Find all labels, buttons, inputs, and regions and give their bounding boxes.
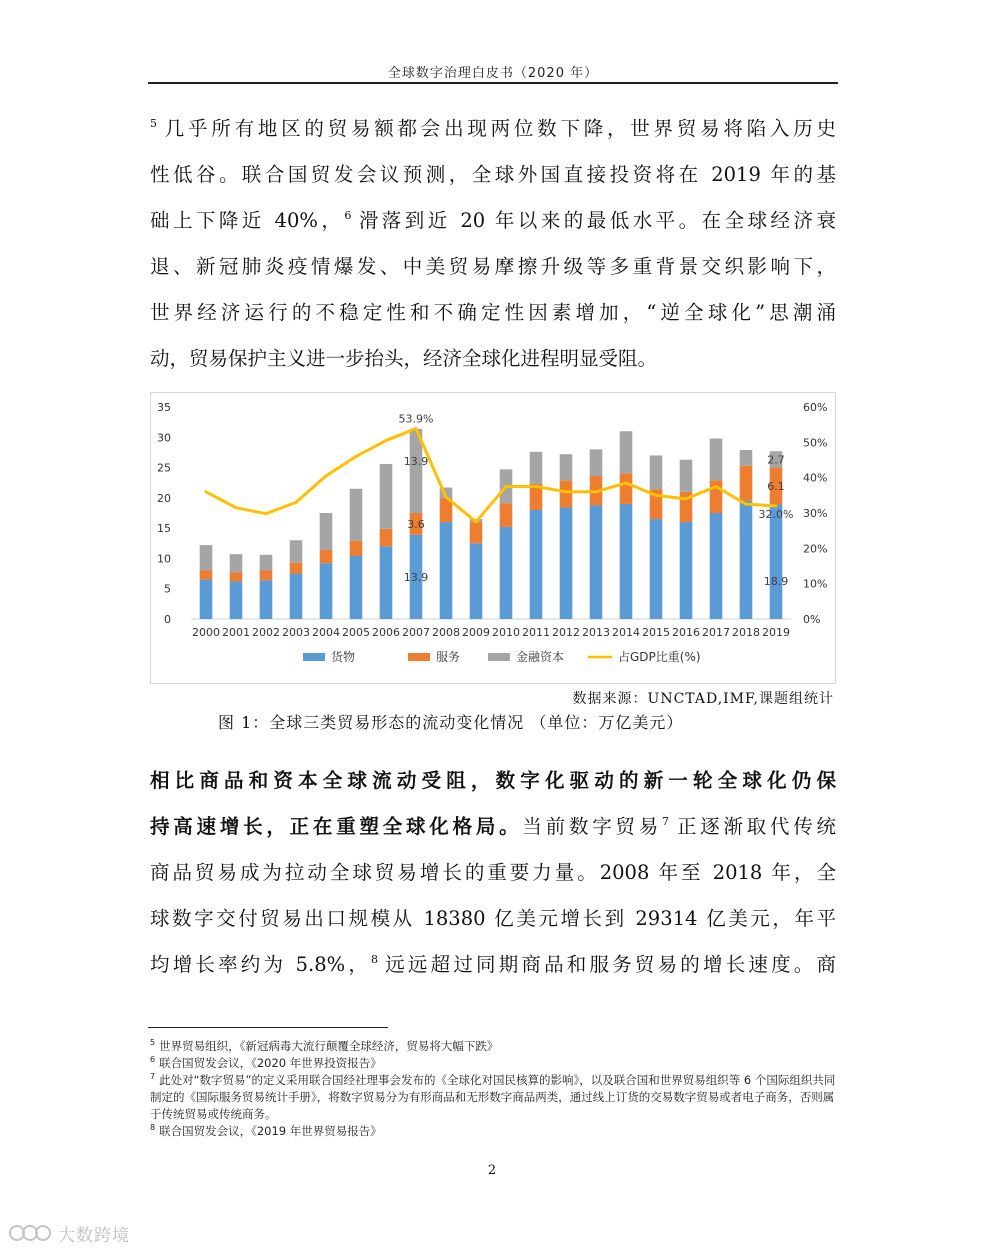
trade-chart (150, 392, 836, 684)
gdp-share-point-2018 (745, 503, 748, 506)
bar-货物-2003 (290, 574, 303, 619)
y-right-tick-label: 20% (803, 542, 828, 556)
bar-金融资本-2017 (710, 438, 723, 480)
gdp-share-point-2008 (445, 496, 448, 499)
footnote-7 (150, 1072, 836, 1123)
legend-label-3: 占GDP比重(%) (618, 650, 701, 664)
gdp-share-point-2007 (415, 427, 418, 430)
bar-货物-2010 (500, 527, 513, 619)
footnote-ref-6: 6 (344, 209, 352, 222)
bar-金融资本-2013 (590, 449, 603, 476)
para1-line-2: 性低谷。联合国贸发会议预测，全球外国直接投资将在 2019 年的基 (150, 163, 836, 186)
footnote-6 (150, 1055, 836, 1072)
header-rule (148, 82, 838, 84)
paragraph-1 (150, 106, 836, 382)
bar-金融资本-2002 (260, 555, 273, 571)
bar-货物-2000 (200, 580, 213, 619)
gdp-share-point-2017 (715, 485, 718, 488)
gdp-share-point-2013 (595, 490, 598, 493)
bar-金融资本-2003 (290, 540, 303, 562)
label-goods-2019: 18.9 (763, 575, 789, 589)
y-left-tick-label: 20 (157, 491, 171, 505)
y-left-tick-label: 10 (157, 552, 171, 566)
para1-line-4: 退、新冠肺炎疫情爆发、中美贸易摩擦升级等多重背景交织影响下， (150, 255, 836, 278)
para2-line-1: 相比商品和资本全球流动受阻，数字化驱动的新一轮全球化仍保 (150, 769, 836, 792)
bar-货物-2009 (470, 543, 483, 619)
bar-服务-2018 (740, 466, 753, 501)
legend-swatch-金融资本 (488, 653, 510, 661)
bar-服务-2006 (380, 529, 393, 547)
label-finance-2019: 2.7 (767, 453, 785, 467)
figure-caption: 图 1：全球三类贸易形态的流动变化情况 （单位：万亿美元） (218, 713, 684, 732)
legend-swatch-货物 (303, 653, 325, 661)
gdp-share-point-2010 (505, 485, 508, 488)
gdp-share-point-2000 (205, 490, 208, 493)
x-tick-label: 2008 (432, 626, 460, 639)
gdp-share-point-2005 (355, 455, 358, 458)
footnote-8-text: 联合国贸发会议，《2019 年世界贸易报告》 (159, 1124, 382, 1138)
x-tick-label: 2005 (342, 626, 370, 639)
bar-服务-2010 (500, 503, 513, 527)
x-tick-label: 2000 (192, 626, 220, 639)
x-tick-label: 2004 (312, 626, 340, 639)
x-tick-label: 2015 (642, 626, 670, 639)
bar-货物-2014 (620, 504, 633, 619)
gdp-share-point-2002 (265, 512, 268, 515)
bar-货物-2008 (440, 522, 453, 619)
para2-line-2 (150, 804, 836, 850)
bar-金融资本-2016 (680, 460, 693, 492)
y-right-tick-label: 60% (803, 401, 828, 414)
paragraph-2 (150, 758, 836, 988)
bar-服务-2003 (290, 563, 303, 574)
y-left-tick-label: 30 (157, 431, 171, 445)
x-tick-label: 2001 (222, 626, 250, 639)
bar-货物-2013 (590, 505, 603, 619)
x-tick-label: 2018 (732, 626, 760, 639)
y-left-tick-label: 15 (157, 522, 171, 536)
label-goods-2007: 13.9 (403, 570, 429, 584)
footnote-ref-5: 5 (150, 117, 157, 130)
bar-金融资本-2006 (380, 464, 393, 529)
y-right-tick-label: 0% (803, 613, 821, 626)
bar-金融资本-2005 (350, 489, 363, 541)
bar-货物-2005 (350, 556, 363, 619)
bar-金融资本-2012 (560, 454, 573, 480)
bar-金融资本-2011 (530, 452, 543, 484)
bar-货物-2006 (380, 546, 393, 619)
figure-source: 数据来源：UNCTAD,IMF,课题组统计 (572, 691, 834, 707)
bar-货物-2002 (260, 580, 273, 619)
watermark (8, 1218, 130, 1248)
footnote-8 (150, 1123, 836, 1140)
para2-line-2-bold: 持高速增长，正在重塑全球化格局。 (150, 815, 523, 838)
x-tick-label: 2017 (702, 626, 730, 639)
gdp-share-point-2012 (565, 490, 568, 493)
para1-line-6: 动，贸易保护主义进一步抬头，经济全球化进程明显受阻。 (150, 347, 658, 370)
watermark-logo-icon (8, 1220, 52, 1246)
label-services-2007: 3.6 (407, 517, 425, 531)
label-percent-2019: 32.0% (758, 507, 794, 521)
para2-line-4: 球数字交付贸易出口规模从 18380 亿美元增长到 29314 亿美元，年平 (150, 907, 836, 930)
bar-货物-2012 (560, 508, 573, 619)
header-title: 全球数字治理白皮书（2020 年） (387, 66, 599, 81)
bar-服务-2014 (620, 474, 633, 504)
gdp-share-point-2011 (535, 485, 538, 488)
para2-line-2b: 正逐渐取代传统 (673, 815, 836, 838)
bar-金融资本-2015 (650, 455, 663, 489)
y-left-tick-label: 0 (164, 613, 171, 626)
para2-line-5 (150, 942, 836, 988)
bar-货物-2011 (530, 510, 543, 619)
x-tick-label: 2019 (762, 626, 790, 639)
label-services-2019: 6.1 (767, 480, 785, 494)
para1-line-5: 世界经济运行的不稳定性和不确定性因素增加，“逆全球化”思潮涌 (150, 301, 836, 324)
para1-line-3a: 础上下降近 40%， (150, 209, 345, 232)
gdp-share-point-2003 (295, 501, 298, 504)
footnote-7-num: 7 (150, 1072, 156, 1081)
y-right-tick-label: 10% (803, 577, 828, 591)
bar-服务-2000 (200, 571, 213, 580)
bar-金融资本-2004 (320, 513, 333, 550)
footnote-5-text: 世界贸易组织，《新冠病毒大流行颠覆全球经济，贸易将大幅下跌》 (159, 1039, 499, 1053)
label-peak-percent: 53.9% (398, 412, 434, 426)
bar-服务-2001 (230, 572, 243, 581)
watermark-text: 大数跨境 (58, 1225, 130, 1246)
bar-货物-2018 (740, 501, 753, 619)
bar-服务-2005 (350, 541, 363, 556)
x-tick-label: 2009 (462, 626, 490, 639)
para2-line-3: 商品贸易成为拉动全球贸易增长的重要力量。2008 年至 2018 年，全 (150, 861, 836, 884)
chart-svg (151, 393, 835, 683)
footnote-6-num: 6 (150, 1055, 156, 1064)
y-right-tick-label: 50% (803, 436, 828, 450)
gdp-share-point-2014 (625, 481, 628, 484)
x-tick-label: 2007 (402, 626, 430, 639)
bar-货物-2015 (650, 519, 663, 619)
x-tick-label: 2002 (252, 626, 280, 639)
footnote-7-text: 此处对“数字贸易”的定义采用联合国经社理事会发布的《全球化对国民核算的影响》，以及联合国和世界贸易组织等 6 个国际组织共同制定的《国际服务贸易统计手册》，将数字贸易分为有形商品和无形数字商品两类，通过线上订货的交易数字贸易或者电子商务，否则属于传统贸易或传统商务。 (150, 1073, 836, 1121)
legend-label-0: 货物 (331, 650, 356, 664)
footnote-rule (148, 1027, 388, 1028)
x-tick-label: 2010 (492, 626, 520, 639)
footnote-6-text: 联合国贸发会议，《2020 年世界投资报告》 (159, 1056, 382, 1070)
gdp-share-point-2016 (685, 497, 688, 500)
gdp-share-point-2004 (325, 474, 328, 477)
y-right-tick-label: 30% (803, 507, 828, 520)
y-left-tick-label: 5 (164, 582, 171, 596)
legend-label-1: 服务 (436, 650, 461, 664)
x-tick-label: 2003 (282, 626, 310, 639)
para1-line-1-text: 几乎所有地区的贸易额都会出现两位数下降，世界贸易将陷入历史 (161, 117, 836, 140)
footnote-ref-8: 8 (371, 953, 379, 966)
bar-服务-2002 (260, 571, 273, 581)
bar-金融资本-2000 (200, 545, 213, 570)
bar-服务-2009 (470, 522, 483, 543)
para2-line-5a: 均增长率约为 5.8%， (150, 953, 372, 976)
para2-line-5b: 远远超过同期商品和服务贸易的增长速度。商 (382, 953, 836, 976)
y-right-tick-label: 40% (803, 471, 828, 485)
gdp-share-point-2009 (475, 520, 478, 523)
x-tick-label: 2006 (372, 626, 400, 639)
bar-服务-2012 (560, 480, 573, 507)
bar-金融资本-2018 (740, 450, 753, 466)
para1-line-3b: 滑落到近 20 年以来的最低水平。在全球经济衰 (355, 209, 836, 232)
footnote-ref-7: 7 (662, 815, 670, 828)
bar-货物-2001 (230, 581, 243, 619)
x-tick-label: 2016 (672, 626, 700, 639)
bar-货物-2017 (710, 513, 723, 619)
x-tick-label: 2011 (522, 626, 550, 639)
legend-label-2: 金融资本 (516, 650, 565, 664)
footnote-5 (150, 1038, 836, 1055)
y-left-tick-label: 35 (157, 401, 171, 414)
x-tick-label: 2013 (582, 626, 610, 639)
bar-货物-2004 (320, 563, 333, 619)
x-tick-label: 2012 (552, 626, 580, 639)
para2-line-2a: 当前数字贸易 (522, 815, 663, 838)
bar-货物-2019 (770, 505, 783, 619)
bar-服务-2004 (320, 550, 333, 563)
gdp-share-point-2001 (235, 506, 238, 509)
para1-line-1 (150, 106, 836, 152)
para1-line-3 (150, 198, 836, 244)
bar-货物-2016 (680, 522, 693, 619)
x-tick-label: 2014 (612, 626, 640, 639)
label-finance-2007: 13.9 (403, 454, 429, 468)
page-number: 2 (487, 1163, 497, 1178)
footnotes (150, 1038, 836, 1140)
y-left-tick-label: 25 (157, 461, 171, 475)
footnote-5-num: 5 (150, 1038, 156, 1047)
bar-金融资本-2001 (230, 554, 243, 572)
bar-金融资本-2014 (620, 431, 633, 473)
legend-swatch-服务 (408, 653, 430, 661)
gdp-share-point-2006 (385, 439, 388, 442)
gdp-share-point-2015 (655, 494, 658, 497)
footnote-8-num: 8 (150, 1123, 156, 1132)
